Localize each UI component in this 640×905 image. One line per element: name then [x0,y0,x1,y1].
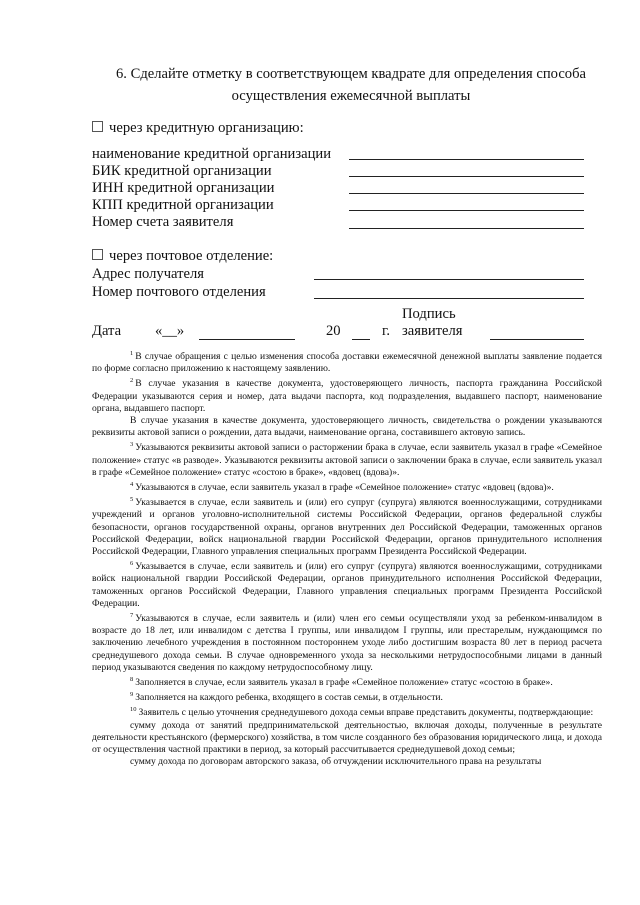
post-address-input[interactable] [314,279,584,280]
footnotes [92,348,602,769]
signature-label-top: Подпись [402,306,456,322]
bank-field-bik-label: БИК кредитной организации [92,163,272,179]
bank-name-input[interactable] [349,159,584,160]
footnote: $^6$ Указывается в случае, если заявитель и (или) его супруг (супруга) являются военнослужащими, сотрудниками войск национальной гвардии Российской Федерации, органов принудительного исполнения Российской Федерации, таможенных органов Российской Федерации, Главного управления специальных программ Президента Российской Федерации. [92,560,602,609]
post-office-input[interactable] [314,298,584,299]
post-field-office-label: Номер почтового отделения [92,284,266,300]
footnote: сумму дохода от занятий предпринимательской деятельностью, включая доходы, полученные в результате деятельности крестьянского (фермерского) хозяйства, в том числе созданного без образования юридического лица, и дохода от осуществления частной практики в период, за который рассчитывается среднедушевой доход семьи; [92,719,602,756]
option-bank[interactable] [92,120,304,137]
bank-checkbox[interactable] [92,121,103,132]
footnote: $^7$ Указываются в случае, если заявитель и (или) член его семьи осуществляли уход за ребенком-инвалидом в возрасте до 18 лет, или инвалидом с детства I группы, или инвалидом I группы, или престарелым, нуждающимся по заключению лечебного учреждения в постоянном постороннем уходе либо достигшим возраста 80 лет в период расчета среднедушевого дохода семьи. В случае одновременного ухода за несколькими нетрудоспособными лицами в данный период указываются сведения по каждому нетрудоспособному лицу. [92,612,602,673]
post-option-label: через почтовое отделение: [109,248,274,264]
signature-input[interactable] [490,339,584,340]
option-post[interactable] [92,248,273,265]
footnote: $^{10}$ Заявитель с целью уточнения среднедушевого дохода семьи вправе представить документы, подтверждающие: [130,706,594,719]
footnote: $^2$ В случае указания в качестве документа, удостоверяющего личность, паспорта гражданина Российской Федерации указываются серия и номер, дата выдачи паспорта, код подразделения, выдавшего паспорт, наименование органа, выдавшего паспорт. [92,377,602,414]
post-field-address-label: Адрес получателя [92,266,205,282]
footnote: сумму дохода по договорам авторского заказа, об отчуждении исключительного права на результаты [130,756,542,768]
heading-line-2: осуществления ежемесячной выплаты [231,88,471,104]
footnote: $^5$ Указывается в случае, если заявитель и (или) его супруг (супруга) являются военнослужащими, сотрудниками учреждений и органов уголовно-исполнительной системы Российской Федерации, органов федеральной службы безопасности, органов государственной охраны, органов внутренних дел Российской Федерации, таможенных органов Российской Федерации, войск национальной гвардии Российской Федерации, органов принудительного исполнения Российской Федерации, Главного управления специальных программ Президента Российской Федерации. [92,496,602,558]
year-suffix: г. [382,323,390,339]
signature-label-bottom: заявителя [402,323,463,339]
section-heading [96,63,606,107]
bank-account-input[interactable] [349,228,584,229]
post-checkbox[interactable] [92,249,103,260]
date-month-input[interactable] [199,339,295,340]
bank-inn-input[interactable] [349,193,584,194]
year-input[interactable] [352,339,370,340]
footnote: $^9$ Заполняется на каждого ребенка, входящего в состав семьи, в отдельности. [130,691,443,704]
bank-field-name-label: наименование кредитной организации [92,146,332,162]
footnote: $^3$ Указываются реквизиты актовой записи о расторжении брака в случае, если заявитель указал в графе «Семейное положение» статус «в разводе». Указываются реквизиты актовой записи о заключении брака в случае, если заявитель указал в графе «Семейное положение» статус «состою в браке», «вдовец (вдова)». [92,441,602,478]
footnote: $^8$ Заполняется в случае, если заявитель указал в графе «Семейное положение» статус «состою в браке». [130,676,553,689]
year-prefix: 20 [326,323,341,339]
bank-field-kpp-label: КПП кредитной организации [92,197,274,213]
footnote: $^1$ В случае обращения с целью изменения способа доставки ежемесячной денежной выплаты заявление подается по форме согласно приложению к настоящему заявлению. [92,350,602,375]
bank-field-inn-label: ИНН кредитной организации [92,180,275,196]
footnote: В случае указания в качестве документа, удостоверяющего личность, свидетельства о рождении указываются реквизиты актовой записи о рождении, дата выдачи, наименование органа, составившего актовую запись. [92,415,602,439]
heading-line-1: 6. Сделайте отметку в соответствующем квадрате для определения способа [116,66,586,82]
footnote: $^4$ Указываются в случае, если заявитель указал в графе «Семейное положение» статус «вдовец (вдова)». [130,481,554,494]
bank-kpp-input[interactable] [349,210,584,211]
bank-bik-input[interactable] [349,176,584,177]
bank-option-label: через кредитную организацию: [109,120,304,136]
date-label: Дата [92,323,122,339]
bank-field-account-label: Номер счета заявителя [92,214,234,230]
date-day-field[interactable]: «__» [155,323,185,339]
